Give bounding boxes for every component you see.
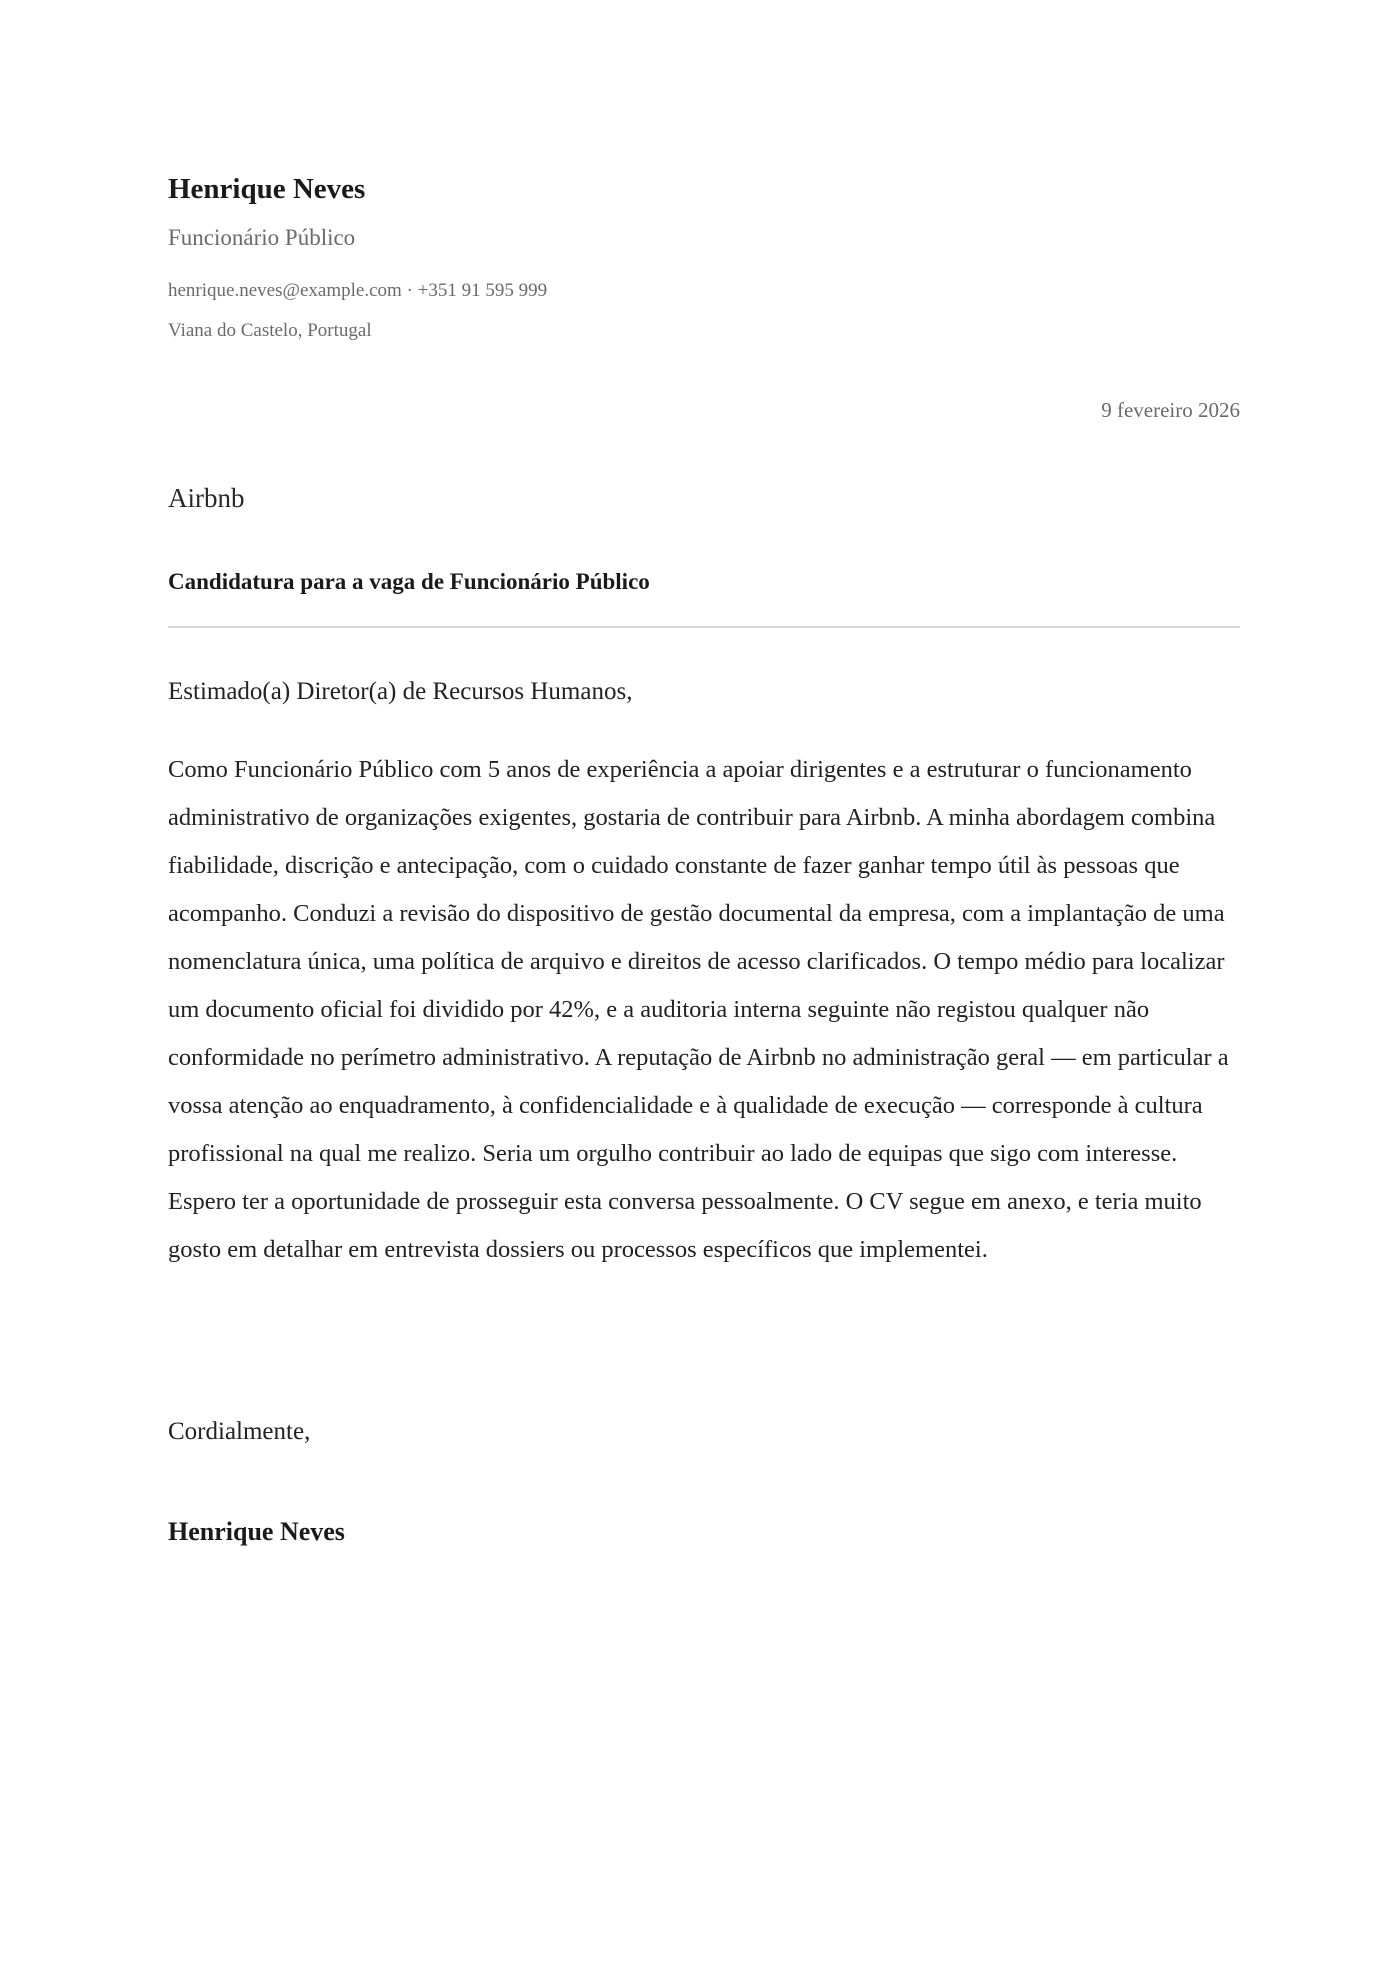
letter-date: 9 fevereiro 2026	[1101, 398, 1240, 422]
sender-name: Henrique Neves	[168, 173, 366, 205]
sender-contact: henrique.neves@example.com · +351 91 595 999	[168, 280, 548, 301]
sender-location: Viana do Castelo, Portugal	[168, 320, 372, 341]
sender-role: Funcionário Público	[168, 225, 356, 250]
letter-body: Como Funcionário Público com 5 anos de experiência a apoiar dirigentes e a estruturar o funcionamento administrativo de organizações exigentes, gostaria de contribuir para Airbnb. A minha abordagem combina fiabilidade, discrição e antecipação, com o cuidado constante de fazer ganhar tempo útil às pessoas que acompanho. Conduzi a revisão do dispositivo de gestão documental da empresa, com a implantação de uma nomenclatura única, uma política de arquivo e direitos de acesso clarificados. O tempo médio para localizar um documento oficial foi dividido por 42%, e a auditoria interna seguinte não registou qualquer não conformidade no perímetro administrativo. A reputação de Airbnb no administração geral — em particular a vossa atenção ao enquadramento, à confidencialidade e à qualidade de execução — corresponde à cultura profissional na qual me realizo. Seria um orgulho contribuir ao lado de equipas que sigo com interesse. Espero ter a oportunidade de prosseguir esta conversa pessoalmente. O CV segue em anexo, e teria muito gosto em detalhar em entrevista dossiers ou processos específicos que implementei.	[168, 756, 1229, 1263]
closing: Cordialmente,	[168, 1418, 311, 1445]
salutation: Estimado(a) Diretor(a) de Recursos Humanos,	[168, 678, 633, 705]
recipient-name: Airbnb	[168, 483, 245, 513]
subject-divider	[168, 626, 1240, 628]
letter-subject: Candidatura para a vaga de Funcionário Público	[168, 569, 650, 594]
signature: Henrique Neves	[168, 1517, 345, 1546]
